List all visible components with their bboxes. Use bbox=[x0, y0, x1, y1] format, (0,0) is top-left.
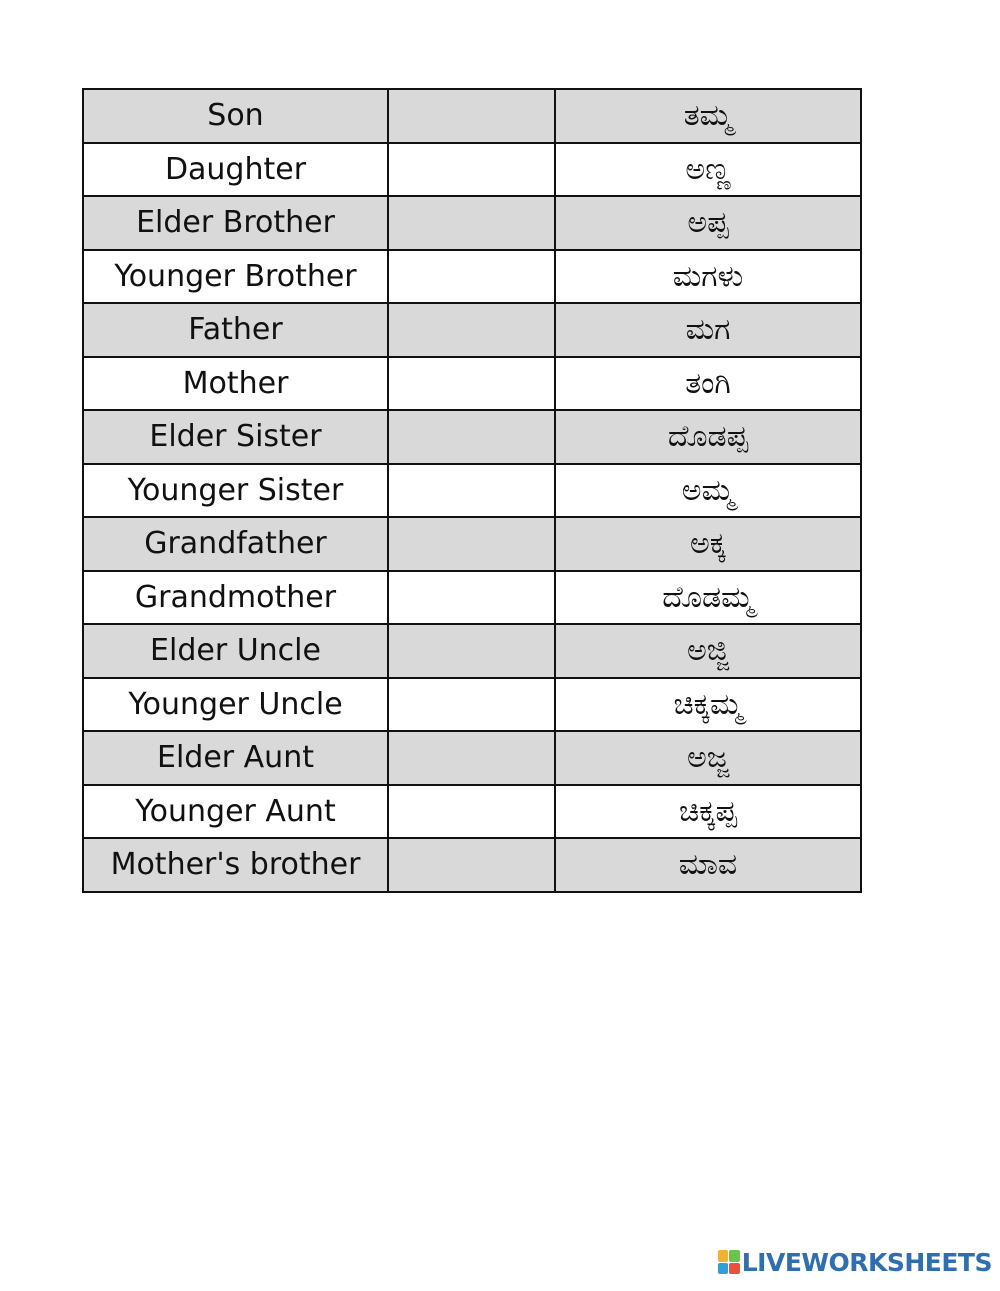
english-term-cell: Younger Sister bbox=[83, 464, 388, 518]
english-term-cell: Son bbox=[83, 89, 388, 143]
answer-box[interactable] bbox=[388, 785, 555, 839]
english-term-cell: Father bbox=[83, 303, 388, 357]
table-row bbox=[83, 624, 861, 678]
answer-box[interactable] bbox=[388, 410, 555, 464]
answer-box[interactable] bbox=[388, 517, 555, 571]
table-row bbox=[83, 303, 861, 357]
english-term-cell: Younger Uncle bbox=[83, 678, 388, 732]
answer-box[interactable] bbox=[388, 678, 555, 732]
kannada-term-cell: ತಂಗಿ bbox=[555, 357, 861, 411]
matching-table bbox=[82, 88, 862, 893]
table-row bbox=[83, 464, 861, 518]
answer-box[interactable] bbox=[388, 357, 555, 411]
answer-box[interactable] bbox=[388, 89, 555, 143]
table-row bbox=[83, 250, 861, 304]
answer-box[interactable] bbox=[388, 571, 555, 625]
english-term-cell: Elder Aunt bbox=[83, 731, 388, 785]
kannada-term-cell: ದೊಡಪ್ಪ bbox=[555, 410, 861, 464]
answer-box[interactable] bbox=[388, 303, 555, 357]
table-row bbox=[83, 517, 861, 571]
table-row bbox=[83, 571, 861, 625]
kannada-term-cell: ಮಗಳು bbox=[555, 250, 861, 304]
english-term-cell: Grandmother bbox=[83, 571, 388, 625]
table-row bbox=[83, 410, 861, 464]
table-row bbox=[83, 838, 861, 892]
answer-box[interactable] bbox=[388, 250, 555, 304]
kannada-term-cell: ಅಜ್ಜ bbox=[555, 731, 861, 785]
english-term-cell: Elder Brother bbox=[83, 196, 388, 250]
kannada-term-cell: ಅಣ್ಣ bbox=[555, 143, 861, 197]
liveworksheets-brand bbox=[718, 1247, 992, 1277]
english-term-cell: Elder Uncle bbox=[83, 624, 388, 678]
table-row bbox=[83, 196, 861, 250]
english-term-cell: Elder Sister bbox=[83, 410, 388, 464]
english-term-cell: Younger Aunt bbox=[83, 785, 388, 839]
kannada-term-cell: ಮಗ bbox=[555, 303, 861, 357]
matching-table-body bbox=[83, 89, 861, 892]
kannada-term-cell: ದೊಡಮ್ಮ bbox=[555, 571, 861, 625]
kannada-term-cell: ಚಿಕ್ಕಮ್ಮ bbox=[555, 678, 861, 732]
table-row bbox=[83, 678, 861, 732]
english-term-cell: Daughter bbox=[83, 143, 388, 197]
kannada-term-cell: ಅಮ್ಮ bbox=[555, 464, 861, 518]
english-term-cell: Younger Brother bbox=[83, 250, 388, 304]
kannada-term-cell: ಮಾವ bbox=[555, 838, 861, 892]
table-row bbox=[83, 785, 861, 839]
table-row bbox=[83, 143, 861, 197]
answer-box[interactable] bbox=[388, 838, 555, 892]
liveworksheets-logo-icon bbox=[718, 1250, 740, 1274]
table-row bbox=[83, 89, 861, 143]
english-term-cell: Mother bbox=[83, 357, 388, 411]
answer-box[interactable] bbox=[388, 624, 555, 678]
answer-box[interactable] bbox=[388, 143, 555, 197]
brand-name: LIVEWORKSHEETS bbox=[741, 1247, 992, 1277]
kannada-term-cell: ತಮ್ಮ bbox=[555, 89, 861, 143]
table-row bbox=[83, 357, 861, 411]
answer-box[interactable] bbox=[388, 464, 555, 518]
kannada-term-cell: ಚಿಕ್ಕಪ್ಪ bbox=[555, 785, 861, 839]
kannada-term-cell: ಅಜ್ಜಿ bbox=[555, 624, 861, 678]
english-term-cell: Grandfather bbox=[83, 517, 388, 571]
kannada-term-cell: ಅಪ್ಪ bbox=[555, 196, 861, 250]
answer-box[interactable] bbox=[388, 731, 555, 785]
english-term-cell: Mother's brother bbox=[83, 838, 388, 892]
kannada-term-cell: ಅಕ್ಕ bbox=[555, 517, 861, 571]
table-row bbox=[83, 731, 861, 785]
answer-box[interactable] bbox=[388, 196, 555, 250]
